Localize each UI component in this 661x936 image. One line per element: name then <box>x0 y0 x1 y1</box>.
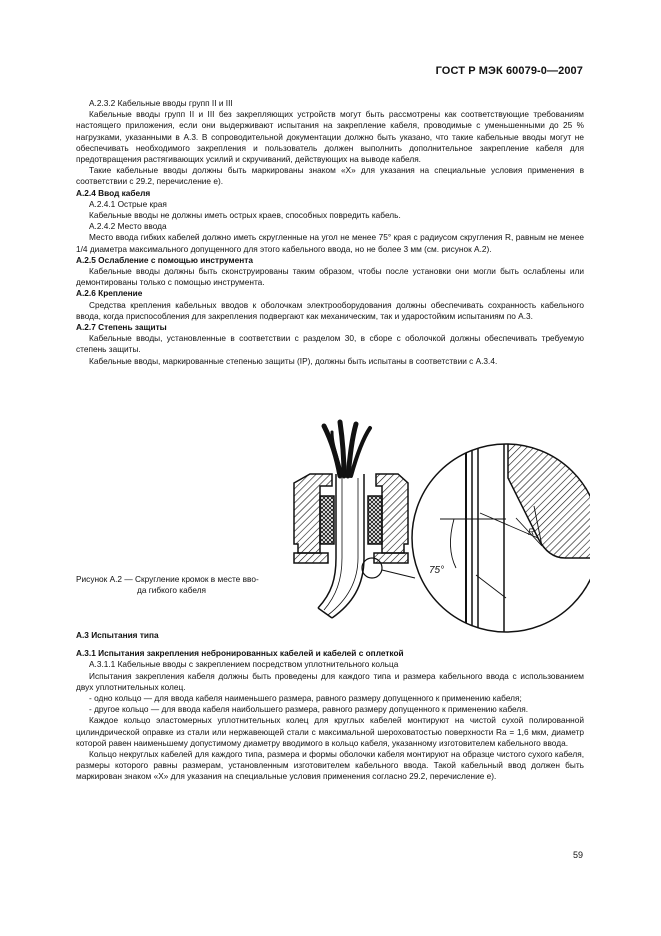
detail-marker <box>362 558 382 578</box>
paragraph: Кабельные вводы, установленные в соответствии с разделом 30, в сборе с оболочкой должны обеспечивать требуемую степень защиты. <box>76 333 584 355</box>
radius-label: R <box>528 527 535 537</box>
paragraph: Каждое кольцо эластомерных уплотнительных колец для круглых кабелей монтируют на чистой сухой полированной цилиндрической оправке из стали или нержавеющей стали с максимальной шероховатостью поверхности Ra = 1,6 мкм, диаметр которой равен наименьшему допустимому диаметру вводимого в кольцо кабеля, указанному изготовителем кабельного ввода. <box>76 715 584 748</box>
paragraph: А.2.3.2 Кабельные вводы групп II и III <box>89 98 233 108</box>
section-a2-text <box>76 98 584 367</box>
page-number: 59 <box>572 850 583 860</box>
paragraph: Место ввода гибких кабелей должно иметь скругленные на угол не менее 75° края с радиусом скругления R, равным не менее 1/4 диаметра максимального допущенного для этого кабельного ввода, но не более 3 мм (см. рисунок А.2). <box>76 232 584 254</box>
paragraph: Кабельные вводы групп II и III без закрепляющих устройств могут быть рассмотрены как соответствующие требованиям настоящего приложения, если они выдерживают испытания на закрепление кабеля, проводимые с уменьшенными до 25 % нагрузками, указанными в А.3. В сопроводительной документации должно быть указано, что такие кабельные вводы могут не обеспечивать необходимого закрепления и пользователь должен выполнить дополнительное закрепление кабеля для предотвращения растягивающих усилий и скручиваний, действующих на выводе кабеля. <box>76 109 584 165</box>
section-heading: А.2.4 Ввод кабеля <box>76 187 151 198</box>
paragraph: Кабельные вводы не должны иметь острых краев, способных повредить кабель. <box>89 210 401 221</box>
caption-line: Рисунок А.2 — Скругление кромок в месте вво- <box>76 574 259 584</box>
figure-a2-cable-entry-drawing <box>280 418 590 648</box>
standard-designation: ГОСТ Р МЭК 60079-0—2007 <box>435 65 583 77</box>
paragraph: А.2.4.2 Место ввода <box>89 221 167 232</box>
angle-label: 75° <box>429 565 445 576</box>
paragraph: Такие кабельные вводы должны быть маркированы знаком «X» для указания на специальные условия применения в соответствии с 29.2, перечисление е). <box>76 165 584 187</box>
section-heading: А.2.7 Степень защиты <box>76 322 167 333</box>
paragraph: Кабельные вводы, маркированные степенью защиты (IP), должны быть испытаны в соответствии с А.3.4. <box>89 355 498 366</box>
cable-strands <box>324 422 370 476</box>
paragraph: Кабельные вводы должны быть сконструированы таким образом, чтобы после установки они могли быть ослаблены или демонтированы только с помощью инструмента. <box>76 266 584 288</box>
paragraph: Средства крепления кабельных вводов к оболочкам электрооборудования должны обеспечивать сохранность кабельного ввода, когда приспособления для закрепления подвергают как механическим, так и ударостойким испытаниям по А.3. <box>76 299 584 321</box>
figure-caption <box>76 574 276 596</box>
section-heading: А.2.6 Крепление <box>76 288 143 299</box>
paragraph: Испытания закрепления кабеля должны быть проведены для каждого типа и размера кабельного ввода с использованием двух уплотнительных колец. <box>76 670 584 692</box>
gland-body <box>294 474 408 563</box>
section-heading: А.3 Испытания типа <box>76 630 159 640</box>
caption-line: да гибкого кабеля <box>137 585 207 595</box>
detail-view <box>412 438 590 638</box>
leader-line <box>382 570 415 578</box>
paragraph: А.2.4.1 Острые края <box>89 198 167 209</box>
list-item: - одно кольцо — для ввода кабеля наименьшего размера, равного размеру допущенного к применению кабеля; <box>89 693 522 704</box>
list-item: - другое кольцо — для ввода кабеля наибольшего размера, равного размеру допущенного к применению кабеля. <box>89 704 529 715</box>
cable-entry-diagram <box>280 418 590 648</box>
section-heading: А.3.1 Испытания закрепления небронированных кабелей и кабелей с оплеткой <box>76 648 404 659</box>
section-heading: А.2.5 Ослабление с помощью инструмента <box>76 254 253 265</box>
paragraph: Кольцо некруглых кабелей для каждого типа, размера и формы оболочки кабеля монтируют на образце чистого сухого кабеля, размеры которого равны размерам, установленным изготовителем кабельного ввода. Такой кабельный ввод должен быть маркирован знаком «X» для указания на специальные условия применения согласно 29.2, перечисление е). <box>76 749 584 782</box>
section-a3-text <box>76 630 584 783</box>
paragraph: А.3.1.1 Кабельные вводы с закреплением посредством уплотнительного кольца <box>89 659 399 670</box>
